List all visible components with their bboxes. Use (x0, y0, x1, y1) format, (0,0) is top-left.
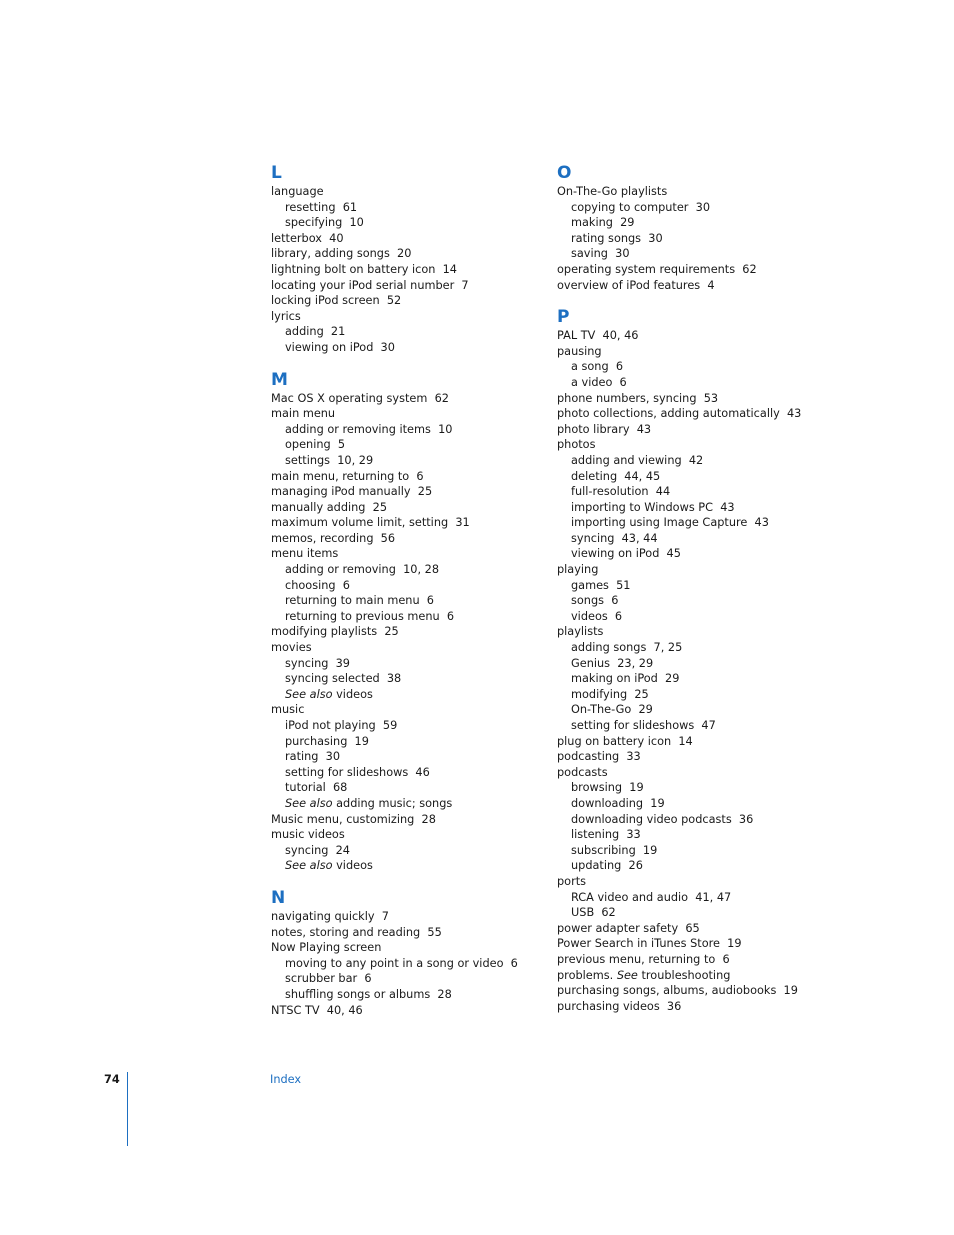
index-subentry (271, 200, 541, 216)
entry-text: downloading 19 (571, 796, 665, 810)
entry-text: On-The-Go playlists (557, 185, 668, 198)
entry-text: troubleshooting (637, 968, 731, 982)
index-section (271, 162, 541, 356)
index-subentry (557, 375, 797, 391)
index-subentry (271, 780, 541, 796)
index-entry (557, 983, 797, 999)
entry-text: making 29 (571, 216, 635, 230)
entry-text: downloading video podcasts 36 (571, 812, 754, 826)
entry-text: adding or removing items 10 (285, 422, 453, 436)
section-letter: M (271, 369, 288, 390)
entry-text: manually adding 25 (271, 500, 388, 514)
entry-text: songs 6 (571, 594, 619, 608)
index-subentry (271, 687, 541, 703)
index-subentry (271, 858, 541, 874)
entry-text: Power Search in iTunes Store 19 (557, 937, 742, 951)
entry-text: rating songs 30 (571, 231, 663, 245)
entry-text: games 51 (571, 578, 631, 592)
entry-text: setting for slideshows 47 (571, 719, 716, 732)
entry-text: operating system requirements 62 (557, 262, 757, 276)
index-subentry (557, 718, 797, 734)
index-subentry (557, 890, 797, 906)
entry-text: Music menu, customizing 28 (271, 812, 436, 826)
entry-text: movies (271, 641, 312, 655)
entry-text: resetting 61 (285, 200, 358, 214)
entry-text: main menu, returning to 6 (271, 469, 424, 483)
index-subentry (271, 562, 541, 578)
index-subentry (271, 671, 541, 687)
entry-text: deleting 44, 45 (571, 469, 661, 483)
index-subentry (557, 215, 797, 231)
section-letter: O (557, 163, 572, 183)
index-entry (271, 702, 541, 718)
entry-text: tutorial 68 (285, 781, 348, 795)
index-entry (557, 391, 797, 407)
entry-text: RCA video and audio 41, 47 (571, 890, 732, 904)
index-subentry (271, 609, 541, 625)
index-subentry (557, 500, 797, 516)
index-entry (271, 500, 541, 516)
entry-text: navigating quickly 7 (271, 909, 389, 923)
index-subentry (271, 843, 541, 859)
index-entry (271, 391, 541, 407)
index-subentry (557, 671, 797, 687)
entry-text: modifying 25 (571, 687, 649, 701)
footer-divider (127, 1072, 128, 1146)
index-subentry (557, 200, 797, 216)
index-subentry (271, 734, 541, 750)
see-reference: See also (285, 796, 333, 810)
entry-text: pausing (557, 344, 602, 358)
entry-text: problems. (557, 968, 617, 982)
entry-text: notes, storing and reading 55 (271, 925, 442, 939)
index-subentry (557, 246, 797, 262)
index-subentry (271, 593, 541, 609)
entry-text: main menu (271, 407, 336, 421)
index-section (557, 306, 802, 1014)
entry-text: power adapter safety 65 (557, 921, 700, 935)
entry-text: letterbox 40 (271, 231, 344, 245)
entry-text: phone numbers, syncing 53 (557, 391, 719, 405)
index-entry (557, 765, 797, 781)
index-subentry (557, 578, 797, 594)
index-entry (271, 309, 541, 325)
index-entry (557, 278, 797, 294)
entry-text: videos (332, 859, 373, 873)
entry-text: syncing 39 (285, 656, 350, 670)
entry-text: moving to any point in a song or video 6 (285, 956, 518, 970)
entry-text: purchasing videos 36 (557, 999, 682, 1013)
index-entry (271, 469, 541, 485)
entry-text: language (271, 185, 324, 198)
index-subentry (557, 796, 797, 812)
entry-text: iPod not playing 59 (285, 719, 398, 732)
index-subentry (271, 956, 541, 972)
see-reference: See also (285, 859, 333, 873)
entry-text: NTSC TV 40, 46 (271, 1003, 363, 1017)
entry-text: a song 6 (571, 360, 624, 374)
index-subentry (557, 593, 797, 609)
entry-text: saving 30 (571, 247, 630, 261)
index-subentry (557, 780, 797, 796)
index-entry (271, 546, 541, 562)
index-entry (271, 184, 541, 200)
index-subentry (271, 796, 541, 812)
index-entry (271, 262, 541, 278)
entry-text: USB 62 (571, 906, 616, 920)
index-subentry (557, 531, 797, 547)
entry-text: syncing 43, 44 (571, 531, 658, 545)
entry-text: choosing 6 (285, 578, 350, 592)
entry-text: Now Playing screen (271, 941, 382, 955)
see-reference: See (616, 968, 638, 982)
entry-text: browsing 19 (571, 781, 644, 795)
index-entry (271, 484, 541, 500)
index-entry (271, 246, 541, 262)
section-letter: P (557, 307, 570, 328)
index-subentry (557, 656, 797, 672)
index-subentry (271, 453, 541, 469)
index-subentry (271, 578, 541, 594)
index-subentry (557, 359, 797, 375)
entry-text: specifying 10 (285, 216, 364, 230)
see-reference: See also (285, 687, 333, 701)
entry-text: returning to main menu 6 (285, 594, 434, 608)
index-subentry (271, 718, 541, 734)
index-subentry (557, 515, 797, 531)
index-entry (271, 231, 541, 247)
index-entry (271, 812, 541, 828)
index-entry (271, 278, 541, 294)
entry-text: adding 21 (285, 325, 346, 339)
entry-text: maximum volume limit, setting 31 (271, 516, 470, 530)
entry-text: shuffling songs or albums 28 (285, 987, 452, 1001)
entry-text: ports (557, 874, 587, 888)
entry-text: settings 10, 29 (285, 453, 374, 467)
entry-text: podcasts (557, 765, 608, 779)
index-entry (557, 562, 797, 578)
entry-text: adding songs 7, 25 (571, 641, 683, 655)
entry-text: PAL TV 40, 46 (557, 329, 639, 343)
entry-text: a video 6 (571, 375, 627, 389)
entry-text: music (271, 703, 305, 717)
entry-text: setting for slideshows 46 (285, 765, 430, 779)
section-letter: L (271, 163, 282, 183)
entry-text: full-resolution 44 (571, 485, 671, 499)
index-entry (271, 515, 541, 531)
section-title: Index (270, 1073, 302, 1086)
index-entry (271, 531, 541, 547)
index-entry (271, 925, 541, 941)
index-subentry (557, 843, 797, 859)
index-entry (557, 262, 797, 278)
entry-text: adding and viewing 42 (571, 453, 704, 467)
index-entry (271, 406, 541, 422)
entry-text: copying to computer 30 (571, 200, 711, 214)
index-subentry (271, 324, 541, 340)
index-subentry (557, 609, 797, 625)
index-entry (557, 406, 802, 422)
index-entry (557, 749, 797, 765)
index-subentry (557, 453, 797, 469)
entry-text: lyrics (271, 309, 301, 323)
entry-text: purchasing 19 (285, 734, 369, 748)
index-entry (557, 734, 797, 750)
index-subentry (271, 656, 541, 672)
index-subentry (557, 484, 797, 500)
entry-text: updating 26 (571, 859, 643, 873)
index-subentry (271, 437, 541, 453)
entry-text: importing using Image Capture 43 (571, 516, 769, 530)
entry-text: adding music; songs (332, 796, 453, 810)
index-subentry (557, 812, 797, 828)
index-entry (271, 293, 541, 309)
entry-text: syncing selected 38 (285, 672, 402, 686)
page-number: 74 (104, 1073, 120, 1086)
entry-text: subscribing 19 (571, 843, 658, 857)
index-entry (557, 968, 797, 984)
index-entry (557, 422, 797, 438)
entry-text: purchasing songs, albums, audiobooks 19 (557, 984, 798, 998)
index-entry (557, 184, 797, 200)
index-subentry (271, 340, 541, 356)
index-entry (271, 1003, 541, 1019)
index-entry (557, 921, 797, 937)
index-subentry (271, 971, 541, 987)
entry-text: managing iPod manually 25 (271, 485, 433, 499)
index-subentry (557, 640, 797, 656)
entry-text: syncing 24 (285, 843, 350, 857)
entry-text: videos 6 (571, 609, 623, 623)
index-entry (557, 952, 797, 968)
index-entry (557, 874, 797, 890)
entry-text: photo library 43 (557, 422, 652, 436)
index-subentry (557, 546, 797, 562)
index-entry (557, 328, 797, 344)
entry-text: overview of iPod features 4 (557, 278, 715, 292)
entry-text: Mac OS X operating system 62 (271, 391, 449, 405)
entry-text: playlists (557, 625, 604, 639)
entry-text: lightning bolt on battery icon 14 (271, 262, 457, 276)
index-subentry (271, 765, 541, 781)
entry-text: photo collections, adding automatically 43 (557, 407, 802, 421)
index-subentry (557, 702, 797, 718)
entry-text: importing to Windows PC 43 (571, 500, 735, 514)
entry-text: locking iPod screen 52 (271, 294, 402, 308)
index-subentry (557, 231, 797, 247)
index-entry (557, 624, 797, 640)
index-entry (271, 909, 541, 925)
index-entry (557, 344, 797, 360)
index-entry (557, 999, 797, 1015)
index-subentry (271, 215, 541, 231)
entry-text: modifying playlists 25 (271, 625, 399, 639)
index-subentry (557, 687, 797, 703)
entry-text: videos (332, 687, 373, 701)
entry-text: opening 5 (285, 438, 346, 452)
index-section (557, 162, 797, 293)
entry-text: returning to previous menu 6 (285, 609, 455, 623)
index-subentry (557, 827, 797, 843)
index-section (271, 369, 541, 874)
index-subentry (271, 422, 541, 438)
index-column-right (557, 162, 802, 1014)
index-section (271, 887, 541, 1018)
index-subentry (271, 749, 541, 765)
index-subentry (557, 858, 797, 874)
entry-text: making on iPod 29 (571, 672, 680, 686)
entry-text: memos, recording 56 (271, 531, 396, 545)
entry-text: rating 30 (285, 750, 341, 764)
entry-text: viewing on iPod 30 (285, 340, 395, 354)
entry-text: playing (557, 563, 599, 577)
index-entry (271, 827, 541, 843)
entry-text: library, adding songs 20 (271, 247, 412, 261)
entry-text: viewing on iPod 45 (571, 547, 681, 561)
entry-text: locating your iPod serial number 7 (271, 278, 469, 292)
entry-text: photos (557, 438, 596, 452)
entry-text: listening 33 (571, 828, 641, 842)
index-entry (557, 437, 797, 453)
entry-text: previous menu, returning to 6 (557, 952, 730, 966)
entry-text: music videos (271, 828, 345, 842)
index-entry (271, 624, 541, 640)
index-subentry (557, 905, 797, 921)
index-entry (271, 940, 541, 956)
section-letter: N (271, 887, 286, 908)
entry-text: Genius 23, 29 (571, 656, 654, 670)
index-entry (271, 640, 541, 656)
entry-text: adding or removing 10, 28 (285, 563, 440, 577)
entry-text: scrubber bar 6 (285, 972, 372, 986)
index-column-left (271, 162, 541, 1018)
entry-text: On-The-Go 29 (571, 703, 653, 717)
entry-text: plug on battery icon 14 (557, 734, 693, 748)
entry-text: podcasting 33 (557, 750, 641, 764)
index-subentry (271, 987, 541, 1003)
index-entry (557, 936, 797, 952)
index-subentry (557, 469, 797, 485)
entry-text: menu items (271, 547, 339, 561)
